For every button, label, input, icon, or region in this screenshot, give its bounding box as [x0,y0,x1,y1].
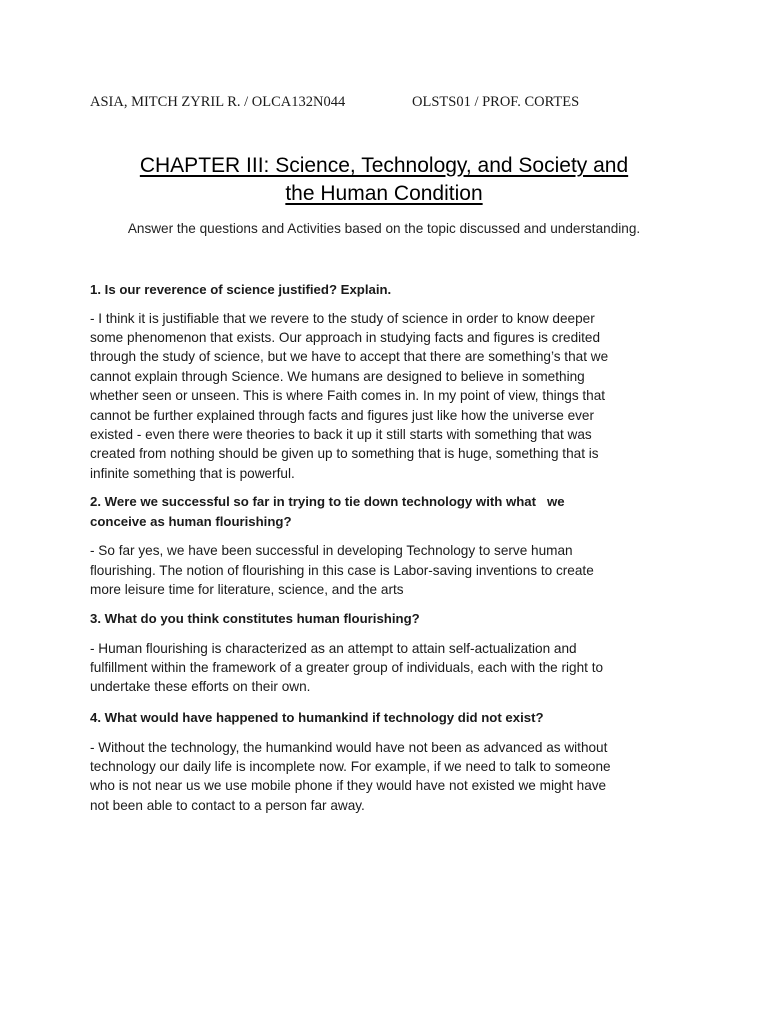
answer-1 [90,309,680,484]
answer-4 [90,738,680,816]
answer-1-line-3: through the study of science, but we have to accept that there are something’s that we [90,349,609,365]
answer-2-line-3: more leisure time for literature, science, and the arts [90,582,404,597]
answer-4-line-1: - Without the technology, the humankind would have not been as advanced as without [90,739,608,755]
answer-3-line-1: - Human flourishing is characterized as an attempt to attain self-actualization and [90,640,577,656]
question-2 [90,492,680,531]
chapter-title [60,152,708,208]
chapter-title-line-2: the Human Condition [285,182,483,205]
question-block-3 [90,609,680,697]
student-info: ASIA, MITCH ZYRIL R. / OLCA132N044 [90,94,346,110]
answer-3-line-3: undertake these efforts on their own. [90,679,311,695]
instruction-text: Answer the questions and Activities based on the topic discussed and understanding. [127,221,641,236]
answer-1-line-8: created from nothing should be given up to something that is huge, something that is [90,446,599,462]
answer-1-line-5: whether seen or unseen. This is where Faith comes in. In my point of view, things that [90,388,606,404]
answer-3-line-2: fulfillment within the framework of a greater group of individuals, each with the right to [90,660,604,675]
question-3-line-1: 3. What do you think constitutes human flourishing? [90,611,420,626]
question-block-4 [90,708,680,815]
chapter-title-line-1: CHAPTER III: Science, Technology, and Society and [139,154,629,177]
question-2-line-1: 2. Were we successful so far in trying to tie down technology with what we [90,494,565,509]
answer-1-line-7: existed - even there were theories to back it up it still starts with something that was [90,427,592,443]
question-4 [90,708,680,728]
question-1 [90,280,680,300]
answer-4-line-2: technology our daily life is incomplete now. For example, if we need to talk to someone [90,759,611,774]
answer-4-line-3: who is not near us we use mobile phone if they would have not existed we might have [90,778,607,794]
answer-2-line-1: - So far yes, we have been successful in developing Technology to serve human [90,543,573,559]
course-info: OLSTS01 / PROF. CORTES [412,94,580,110]
answer-4-line-4: not been able to contact to a person far away. [90,797,365,813]
question-3 [90,609,680,629]
question-block-1 [90,280,680,483]
answer-1-line-1: - I think it is justifiable that we revere to the study of science in order to know deeper [90,310,595,326]
answer-2-line-2: flourishing. The notion of flourishing in this case is Labor-saving inventions to create [90,562,594,578]
question-4-line-1: 4. What would have happened to humankind if technology did not exist? [90,710,544,725]
answer-2 [90,541,680,599]
answer-1-line-6: cannot be further explained through facts and figures just like how the universe ever [90,407,595,423]
question-1-line-1: 1. Is our reverence of science justified? Explain. [90,282,392,297]
answer-1-line-4: cannot explain through Science. We humans are designed to believe in something [90,368,585,384]
answer-3 [90,639,680,697]
answer-1-line-2: some phenomenon that exists. Our approach in studying facts and figures is credited [90,330,601,345]
question-2-line-2: conceive as human flourishing? [90,513,292,529]
question-block-2 [90,492,680,599]
answer-1-line-9: infinite something that is powerful. [90,465,295,481]
